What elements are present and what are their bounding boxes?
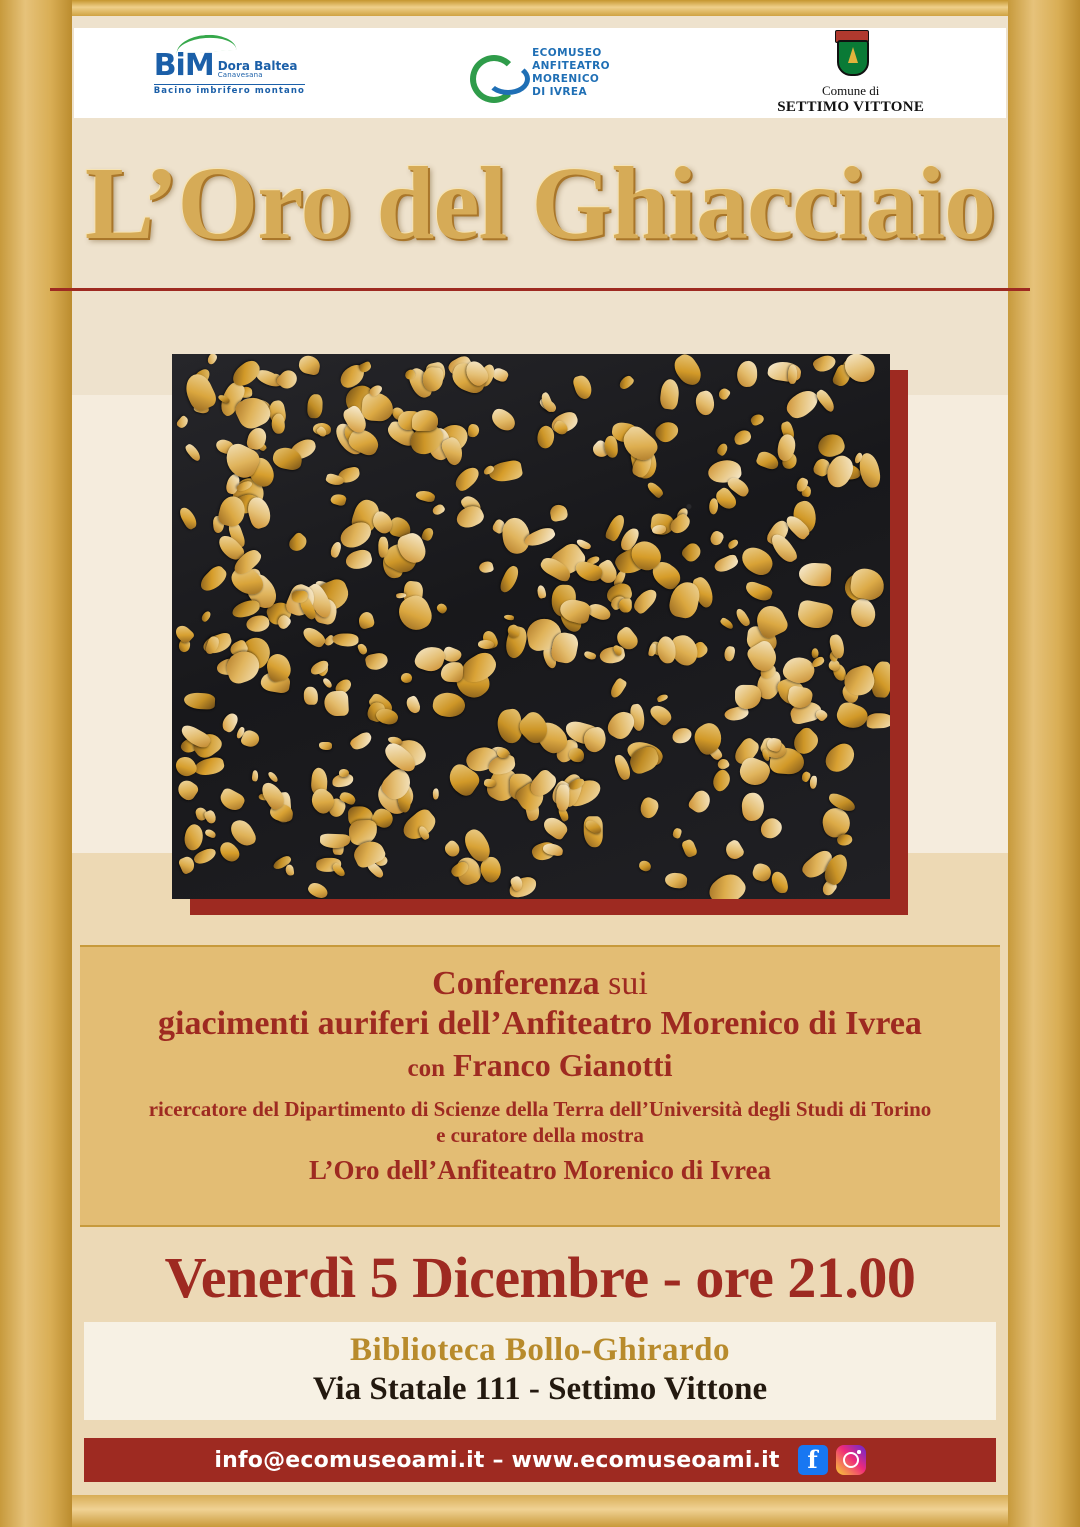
venue-name: Biblioteca Bollo-Ghirardo <box>349 1332 731 1368</box>
title-underline <box>50 288 1030 291</box>
comune-name: SETTIMO VITTONE <box>777 98 925 115</box>
event-date: Venerdì 5 Dicembre - ore 21.00 <box>164 1245 916 1310</box>
conference-subject: giacimenti auriferi dell’Anfiteatro Morenico di Ivrea <box>158 1005 922 1042</box>
speaker-prefix: con <box>407 1055 445 1082</box>
coat-of-arms-icon <box>829 30 873 82</box>
facebook-icon[interactable]: f <box>798 1445 828 1475</box>
venue-box <box>84 1322 996 1420</box>
conference-box <box>80 945 1000 1227</box>
bottom-gold-bar <box>72 1495 1008 1527</box>
bim-region: Canavesana <box>217 70 263 79</box>
logo-header <box>74 28 1006 118</box>
speaker-name: Franco Gianotti <box>452 1047 673 1083</box>
exhibition-title: L’Oro dell’Anfiteatro Morenico di Ivrea <box>309 1154 771 1185</box>
ecomuseo-line-1: ECOMUSEO <box>532 46 602 59</box>
ecomuseo-mark-icon <box>470 51 524 95</box>
comune-logo <box>695 28 1006 118</box>
contact-bar <box>84 1438 996 1482</box>
exhibition-curator-note: e curatore della mostra <box>436 1123 644 1148</box>
gold-flakes-photo <box>172 354 890 899</box>
venue-address: Via Statale 111 - Settimo Vittone <box>312 1371 768 1407</box>
contact-text[interactable]: info@ecomuseoami.it – www.ecomuseoami.it <box>214 1447 780 1473</box>
conference-line1-rest: sui <box>608 965 648 1002</box>
ecomuseo-line-2: ANFITEATRO <box>532 59 610 72</box>
bim-name: Dora Baltea <box>217 58 298 73</box>
top-gold-bar <box>72 0 1008 16</box>
speaker-credentials: ricercatore del Dipartimento di Scienze della Terra dell’Università degli Studi di Torino <box>148 1097 932 1121</box>
conference-word: Conferenza <box>432 965 600 1002</box>
ecomuseo-logo <box>385 28 696 118</box>
ecomuseo-line-3: MORENICO <box>532 73 600 85</box>
bim-logo <box>74 28 385 118</box>
ecomuseo-line-4: DI IVREA <box>532 86 587 99</box>
bim-tagline: Bacino imbrifero montano <box>153 85 305 96</box>
bim-wordmark: BiM <box>153 47 214 83</box>
poster-title: L’Oro del Ghiacciaio <box>84 146 996 261</box>
comune-label: Comune di <box>821 82 880 98</box>
social-links <box>798 1445 866 1475</box>
instagram-icon[interactable] <box>836 1445 866 1475</box>
